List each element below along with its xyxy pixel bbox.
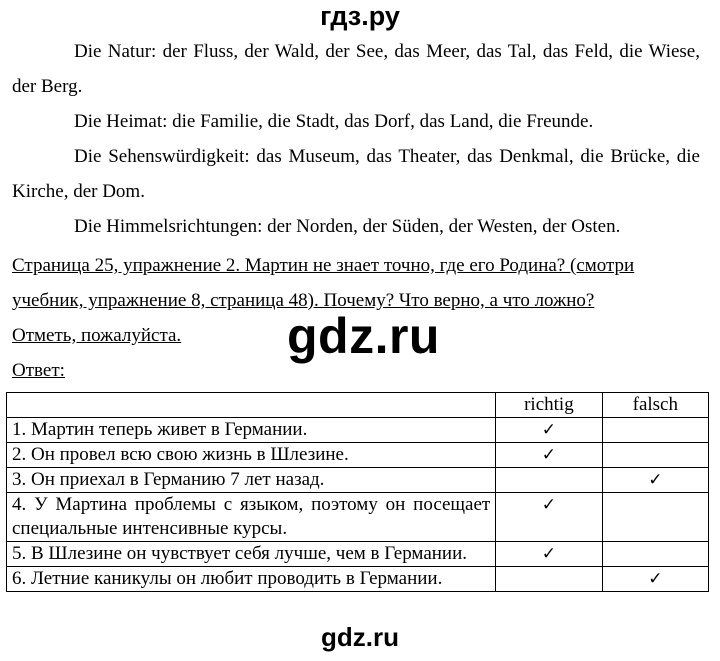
table-row	[7, 567, 709, 592]
check-icon: ✓	[496, 443, 602, 468]
vocab-line-natur: Die Natur: der Fluss, der Wald, der See, das Meer, das Tal, das Feld, die Wiese, der Berg.	[12, 41, 700, 97]
task-line-2: учебник, упражнение 8, страница 48). Почему? Что верно, а что ложно?	[12, 290, 595, 311]
check-icon: ✓	[602, 468, 708, 493]
header-falsch: falsch	[602, 393, 708, 418]
row-statement: 6. Летние каникулы он любит проводить в Германии.	[7, 567, 496, 592]
watermark-logo: gdz.ru	[287, 308, 440, 364]
site-logo-footer[interactable]: gdz.ru	[321, 622, 399, 652]
check-cell-falsch	[602, 542, 708, 567]
check-cell-falsch	[602, 493, 708, 542]
answer-label: Ответ:	[12, 360, 65, 381]
task-line-1: Страница 25, упражнение 2. Мартин не знает точно, где его Родина? (смотри	[12, 255, 635, 276]
row-statement: 1. Мартин теперь живет в Германии.	[7, 418, 496, 443]
vocab-line-heimat: Die Heimat: die Familie, die Stadt, das Dorf, das Land, die Freunde.	[74, 111, 594, 132]
task-line-3: Отметь, пожалуйста.	[12, 325, 182, 346]
check-icon: ✓	[496, 542, 602, 567]
row-statement: 5. В Шлезине он чувствует себя лучше, чем в Германии.	[7, 542, 496, 567]
table-header-row	[7, 393, 709, 418]
table-row	[7, 468, 709, 493]
vocab-line-himmelsrichtungen: Die Himmelsrichtungen: der Norden, der Süden, der Westen, der Osten.	[74, 216, 621, 237]
check-cell-falsch	[602, 418, 708, 443]
check-cell-richtig	[496, 567, 602, 592]
vocabulary-section	[12, 34, 700, 244]
table-row	[7, 443, 709, 468]
row-statement: 4. У Мартина проблемы с языком, поэтому он посещает специальные интенсивные курсы.	[7, 493, 496, 542]
check-cell-falsch	[602, 443, 708, 468]
table-row	[7, 418, 709, 443]
vocab-line-sehenswuerdigkeit: Die Sehenswürdigkeit: das Museum, das Theater, das Denkmal, die Brücke, die Kirche, der Dom.	[12, 146, 700, 202]
check-icon: ✓	[602, 567, 708, 592]
check-icon: ✓	[496, 418, 602, 443]
site-logo-header[interactable]: гдз.ру	[320, 1, 400, 31]
row-statement: 3. Он приехал в Германию 7 лет назад.	[7, 468, 496, 493]
table-row	[7, 542, 709, 567]
answer-table	[6, 392, 709, 592]
header-richtig: richtig	[496, 393, 602, 418]
row-statement: 2. Он провел всю свою жизнь в Шлезине.	[7, 443, 496, 468]
header-statement	[7, 393, 496, 418]
check-cell-richtig	[496, 468, 602, 493]
check-icon: ✓	[496, 493, 602, 542]
table-row	[7, 493, 709, 542]
